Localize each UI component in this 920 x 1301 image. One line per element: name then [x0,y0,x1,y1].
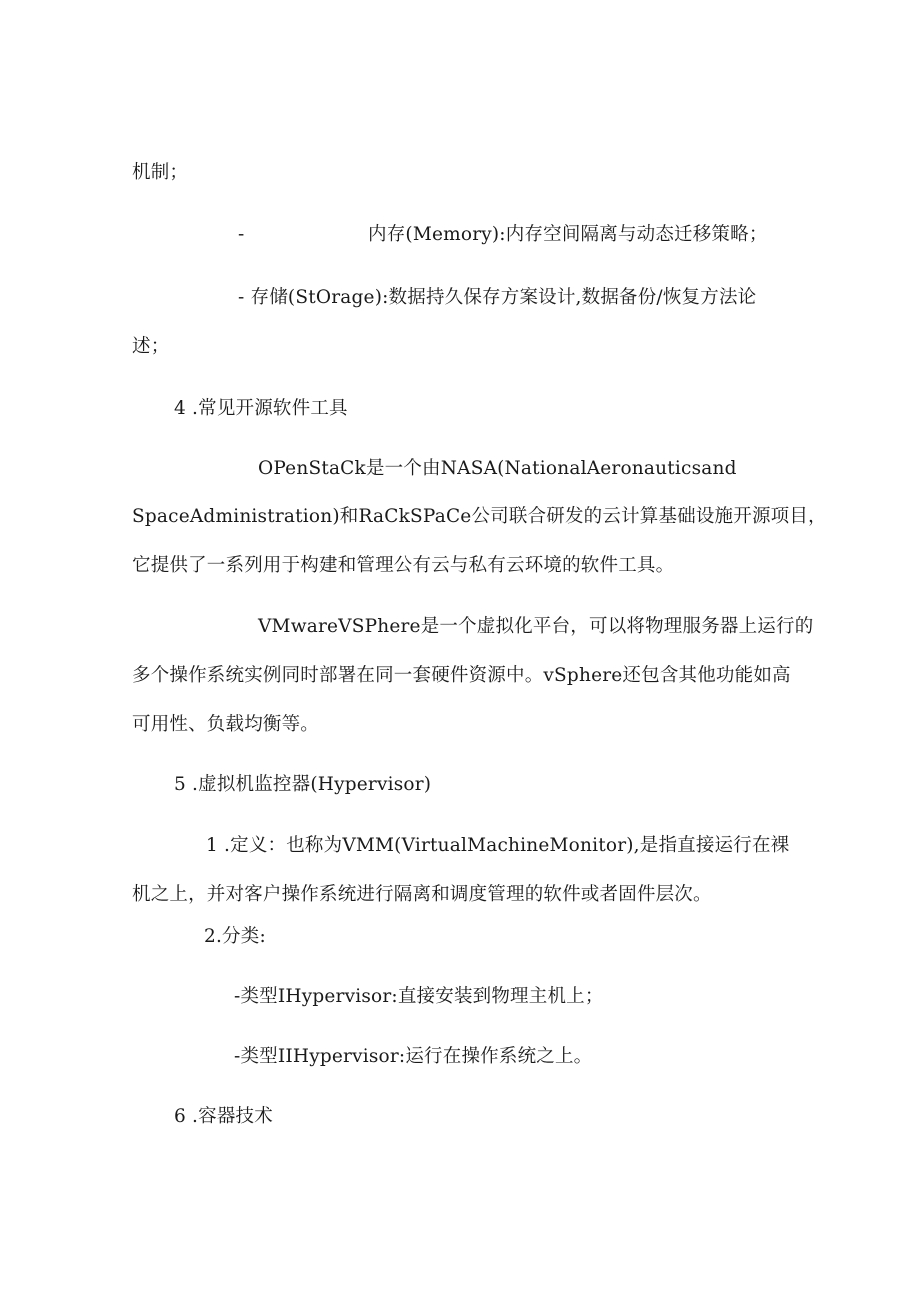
text-line-mechanism-end: 机制； [132,162,189,183]
paragraph-vsphere-line-3: 可用性、负载均衡等。 [132,714,320,735]
text-line-memory: 内存(Memory):内存空间隔离与动态迁移策略； [368,224,768,245]
definition-line-1: 1 .定义：也称为VMM(VirtualMachineMonitor),是指直接运行在裸 [206,835,790,856]
hypervisor-type-2: -类型IIHypervisor:运行在操作系统之上。 [234,1046,593,1067]
section-heading-6: 6 .容器技术 [174,1106,273,1127]
paragraph-openstack-line-1: OPenStaCk是一个由NASA(NationalAeronauticsand [258,458,737,479]
paragraph-openstack-line-3: 它提供了一系列用于构建和管理公有云与私有云环境的软件工具。 [132,555,675,576]
paragraph-vsphere-line-2: 多个操作系统实例同时部署在同一套硬件资源中。vSphere还包含其他功能如高 [132,665,791,686]
paragraph-openstack-line-2: SpaceAdministration)和RaCkSPaCe公司联合研发的云计算基础设施开源项目， [132,506,827,527]
definition-line-2: 机之上，并对客户操作系统进行隔离和调度管理的软件或者固件层次。 [132,884,712,905]
classification-heading: 2.分类: [204,926,266,947]
text-line-storage: - 存储(StOrage):数据持久保存方案设计,数据备份/恢复方法论 [238,287,757,308]
section-heading-5: 5 .虚拟机监控器(Hypervisor) [174,774,432,795]
hypervisor-type-1: -类型IHypervisor:直接安装到物理主机上； [234,986,604,1007]
paragraph-vsphere-line-1: VMwareVSPhere是一个虚拟化平台，可以将物理服务器上运行的 [258,616,814,637]
bullet-dash: - [238,224,245,245]
section-heading-4: 4 .常见开源软件工具 [174,398,348,419]
text-line-storage-cont: 述； [132,336,170,357]
